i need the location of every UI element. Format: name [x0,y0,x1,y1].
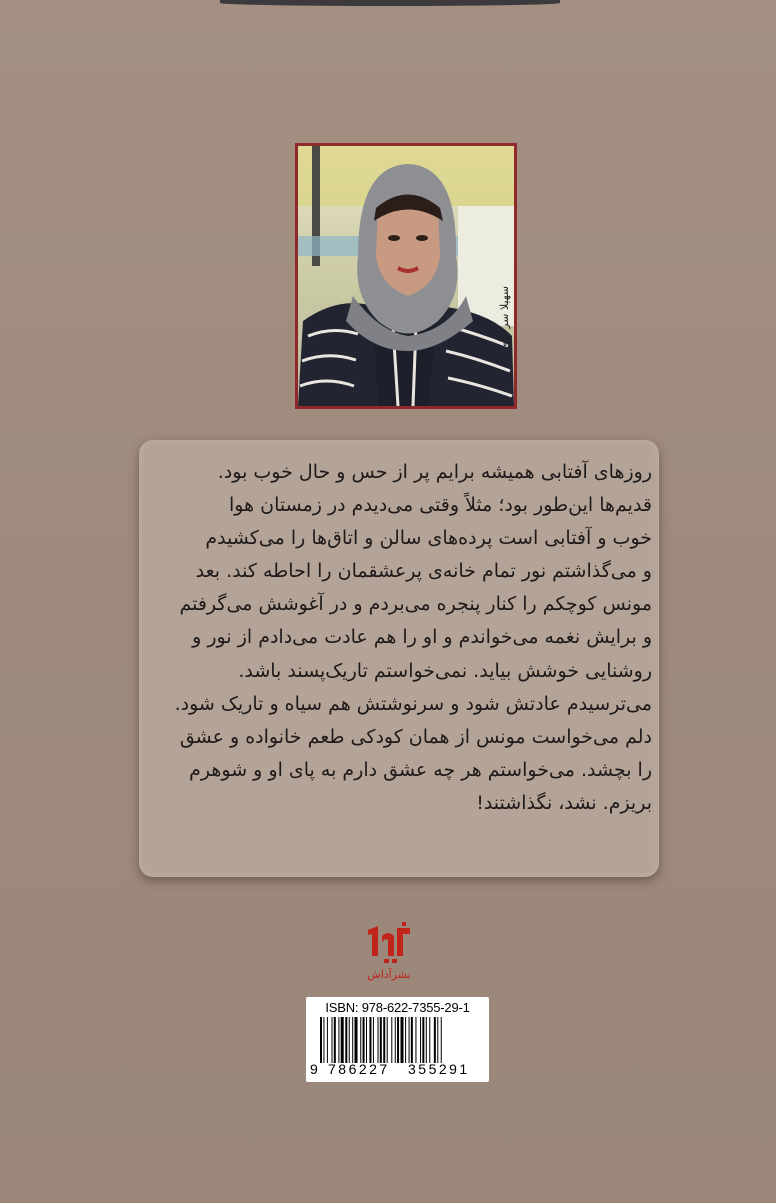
barcode-bar [395,1017,396,1063]
publisher-name: نشرآداش [367,968,411,981]
barcode-bars [320,1017,480,1063]
barcode-digits-right: 355291 [408,1061,470,1077]
barcode-bar [420,1017,421,1063]
barcode-bar [401,1017,404,1063]
blurb-line: می‌ترسیدم عادتش شود و سرنوشتش هم سیاه و تاریک شود. [174,692,652,715]
barcode-bar [360,1017,361,1063]
author-portrait-illustration [298,146,514,406]
barcode-bar [373,1017,374,1063]
barcode-bar [352,1017,353,1063]
barcode-digits-left: 786227 [328,1061,390,1077]
blurb-line: خوب و آفتابی است پرده‌های سالن و اتاق‌ها را می‌کشیدم [205,527,652,550]
barcode-bar [355,1017,358,1063]
blurb-line: مونس کوچکم را کنار پنجره می‌بردم و در آغوشش می‌گرفتم [179,593,652,616]
top-edge-shadow [220,0,560,6]
back-cover-blurb [152,456,652,866]
isbn-number: ISBN: 978-622-7355-29-1 [325,1000,470,1015]
barcode-bar [332,1017,333,1063]
blurb-line: روشنایی خوشش بیاید. نمی‌خواستم تاریک‌پسند باشد. [238,659,652,682]
blurb-line: روزهای آفتابی همیشه برایم پر از حس و حال خوب بود. [217,461,652,483]
barcode-bar [387,1017,388,1063]
barcode-bar [434,1017,436,1063]
barcode-bar [334,1017,336,1063]
barcode-bar [345,1017,347,1063]
blurb-line: قدیم‌ها این‌طور بود؛ مثلاً وقتی می‌دیدم در زمستان هوا [229,494,652,517]
barcode-bar [422,1017,424,1063]
barcode-bar [429,1017,430,1063]
barcode-bar [366,1017,367,1063]
photo-signature: سهیلا سرحدی [498,285,511,350]
barcode-bar [341,1017,344,1063]
barcode-bar [409,1017,410,1063]
barcode-bar [323,1017,324,1063]
author-photo [295,143,517,409]
barcode-bar [437,1017,438,1063]
barcode-bar [391,1017,392,1063]
blurb-line: و برایش نغمه می‌خواندم و او را هم عادت می‌دادم از نور و [192,626,652,649]
barcode-bar [426,1017,427,1063]
blurb-line: را بچشد. می‌خواستم هر چه عشق دارم به پای او و شوهرم [189,758,652,781]
publisher-logo [364,922,414,964]
blurb-line: بریزم. نشد، نگذاشتند! [476,791,652,814]
barcode-bar [415,1017,416,1063]
barcode-bar [380,1017,382,1063]
barcode-bar [349,1017,350,1063]
barcode-bar [363,1017,365,1063]
barcode-bar [327,1017,328,1063]
barcode-bar [441,1017,442,1063]
barcode-bar [369,1017,371,1063]
blurb-line: و می‌گذاشتم نور تمام خانه‌ی پرعشقمان را احاطه کند. بعد [195,560,652,583]
barcode-bar [397,1017,399,1063]
barcode-bar [405,1017,406,1063]
blurb-line: دلم می‌خواست مونس از همان کودکی طعم خانواده و عشق [179,725,652,748]
barcode-digit-first: 9 [310,1061,318,1077]
barcode-bar [411,1017,413,1063]
isbn-barcode [306,997,489,1082]
barcode-bar [378,1017,379,1063]
barcode-bar [320,1017,322,1063]
barcode-bar [383,1017,385,1063]
barcode-bar [338,1017,339,1063]
